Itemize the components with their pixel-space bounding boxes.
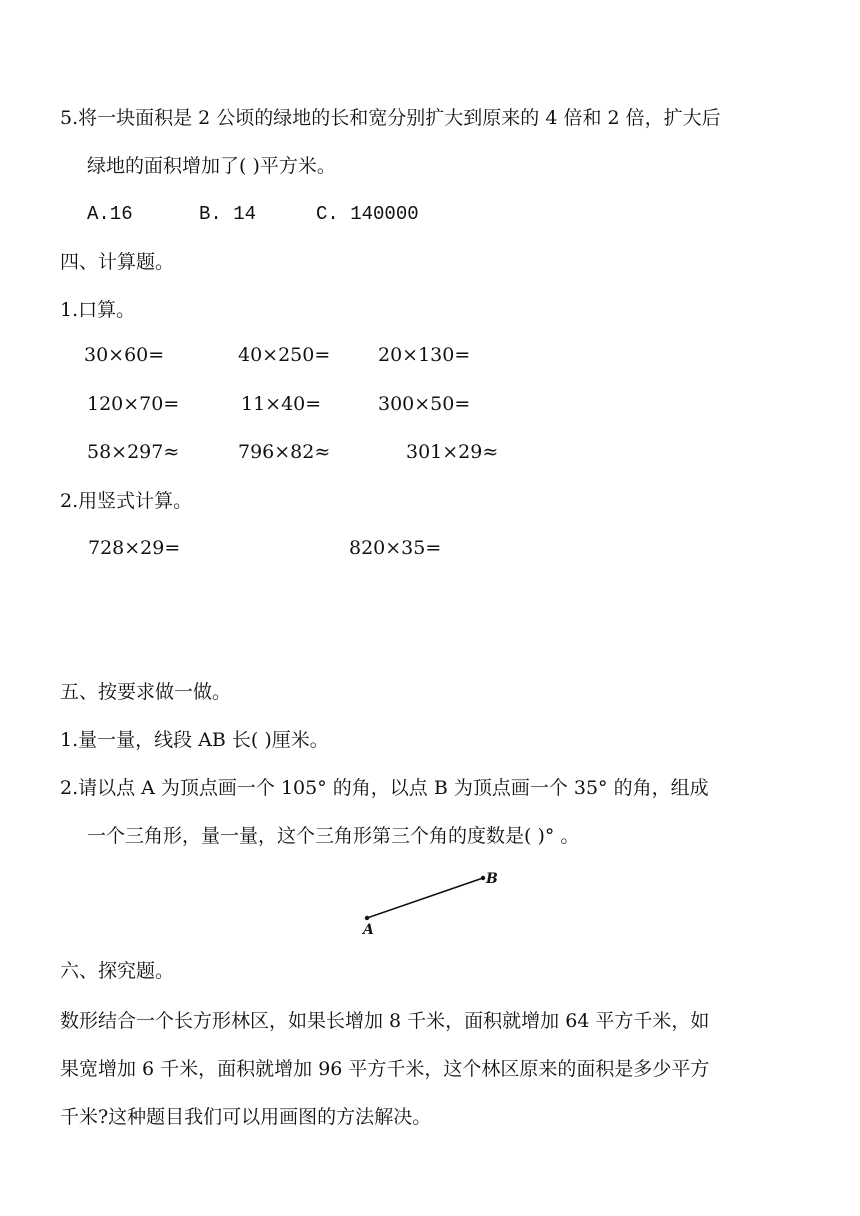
- oral-calc-item: 300×50=: [378, 393, 471, 415]
- s5-q2-text-line1: 2.请以点 A 为顶点画一个 105° 的角，以点 B 为顶点画一个 35° 的角，组成: [60, 777, 709, 799]
- vertical-calc-item: 820×35=: [349, 537, 442, 559]
- oral-calc-item: 301×29≈: [406, 441, 499, 463]
- q5-text-line2: 绿地的面积增加了( )平方米。: [87, 155, 336, 177]
- oral-calc-title: 1.口算。: [60, 299, 136, 321]
- oral-calc-item: 40×250=: [238, 344, 331, 366]
- vertical-calc-item: 728×29=: [88, 537, 181, 559]
- oral-calc-item: 58×297≈: [87, 441, 180, 463]
- section6-title: 六、探究题。: [60, 960, 175, 982]
- point-b: [481, 876, 485, 880]
- section4-title: 四、计算题。: [60, 251, 175, 273]
- oral-calc-item: 796×82≈: [238, 441, 331, 463]
- q5-option-b: B. 14: [199, 203, 257, 225]
- q5-option-a: A.16: [87, 203, 133, 225]
- segment-ab-line: [367, 878, 483, 918]
- q5-option-c: C. 140000: [316, 203, 419, 225]
- s6-text-line2: 果宽增加 6 千米，面积就增加 96 平方千米，这个林区原来的面积是多少平方: [60, 1058, 710, 1080]
- vertical-calc-title: 2.用竖式计算。: [60, 490, 193, 512]
- segment-ab-figure: [355, 868, 505, 938]
- section5-title: 五、按要求做一做。: [60, 681, 232, 703]
- q5-text-line1: 5.将一块面积是 2 公顷的绿地的长和宽分别扩大到原来的 4 倍和 2 倍，扩大后: [60, 107, 721, 129]
- point-b-label: B: [486, 871, 498, 887]
- oral-calc-item: 20×130=: [378, 344, 471, 366]
- point-a-label: A: [363, 922, 374, 938]
- s6-text-line1: 数形结合一个长方形林区，如果长增加 8 千米，面积就增加 64 平方千米，如: [60, 1010, 710, 1032]
- oral-calc-item: 11×40=: [241, 393, 322, 415]
- s5-q1-text: 1.量一量，线段 AB 长( )厘米。: [60, 729, 329, 751]
- oral-calc-item: 120×70=: [87, 393, 180, 415]
- point-a: [365, 916, 369, 920]
- s5-q2-text-line2: 一个三角形，量一量，这个三角形第三个角的度数是( )° 。: [87, 825, 580, 847]
- oral-calc-item: 30×60=: [84, 344, 165, 366]
- s6-text-line3: 千米?这种题目我们可以用画图的方法解决。: [60, 1106, 432, 1128]
